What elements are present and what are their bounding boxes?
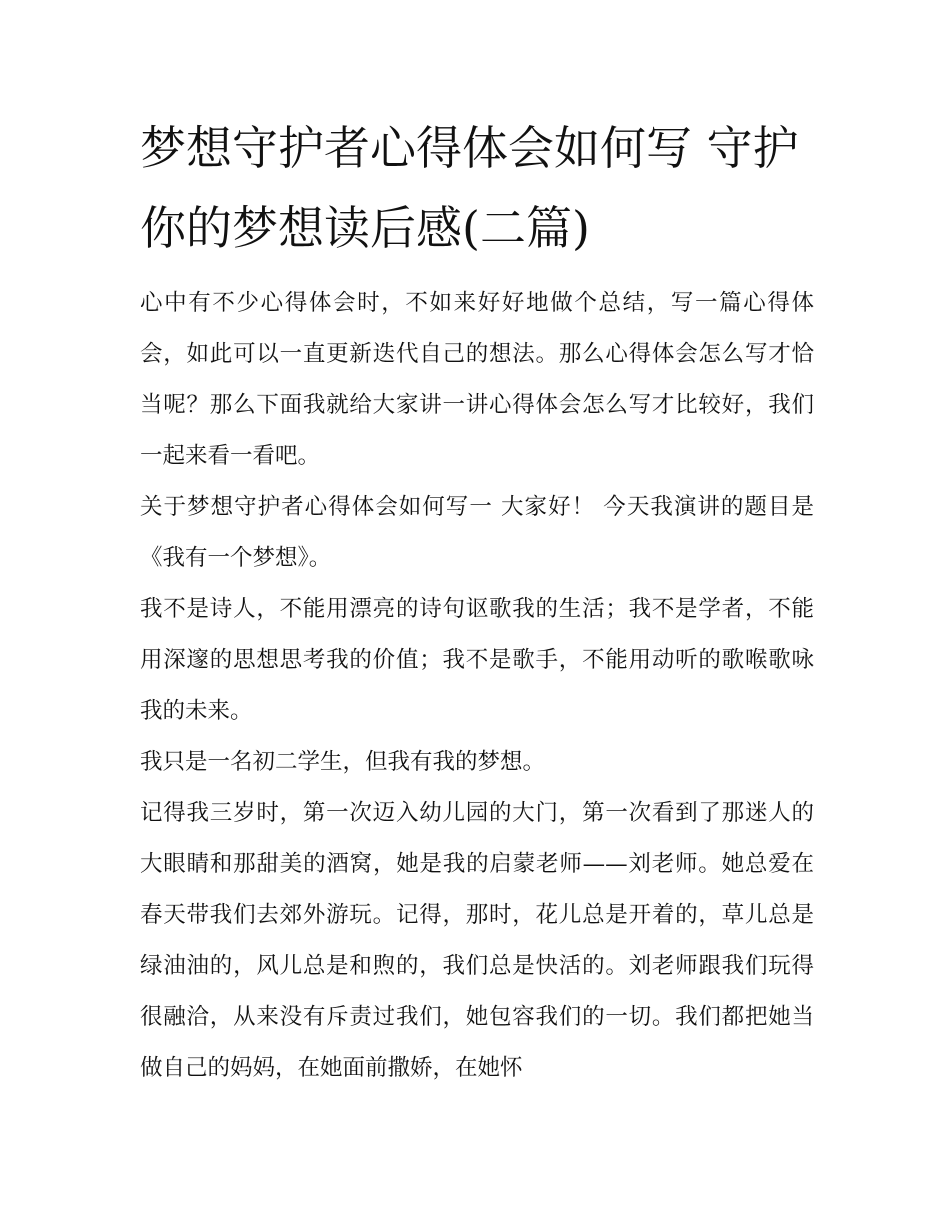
paragraph-kindergarten-memory: 记得我三岁时，第一次迈入幼儿园的大门，第一次看到了那迷人的大眼睛和那甜美的酒窝，她是我的启蒙老师——刘老师。她总爱在春天带我们去郊外游玩。记得，那时，花儿总是开着的，草儿总是绿油油的，风儿总是和煦的，我们总是快活的。刘老师跟我们玩得很融洽，从来没有斥责过我们，她包容我们的一切。我们都把她当做自己的妈妈，在她面前撒娇，在她怀 xyxy=(140,800,814,1081)
document-page xyxy=(140,108,814,1094)
paragraph-intro: 心中有不少心得体会时，不如来好好地做个总结，写一篇心得体会，如此可以一直更新迭代自己的想法。那么心得体会怎么写才恰当呢？那么下面我就给大家讲一讲心得体会怎么写才比较好，我们一起来看一看吧。 xyxy=(140,290,814,469)
paragraph-not-poet: 我不是诗人，不能用漂亮的诗句讴歌我的生活；我不是学者，不能用深邃的思想思考我的价值；我不是歌手，不能用动听的歌喉歌咏我的未来。 xyxy=(140,596,814,724)
document-title: 梦想守护者心得体会如何写 守护你的梦想读后感(二篇) xyxy=(140,121,799,255)
document-body xyxy=(140,278,814,1094)
paragraph-speech-opening: 关于梦想守护者心得体会如何写一 大家好！ 今天我演讲的题目是《我有一个梦想》。 xyxy=(140,494,814,571)
paragraph-student-dream: 我只是一名初二学生，但我有我的梦想。 xyxy=(140,749,546,775)
